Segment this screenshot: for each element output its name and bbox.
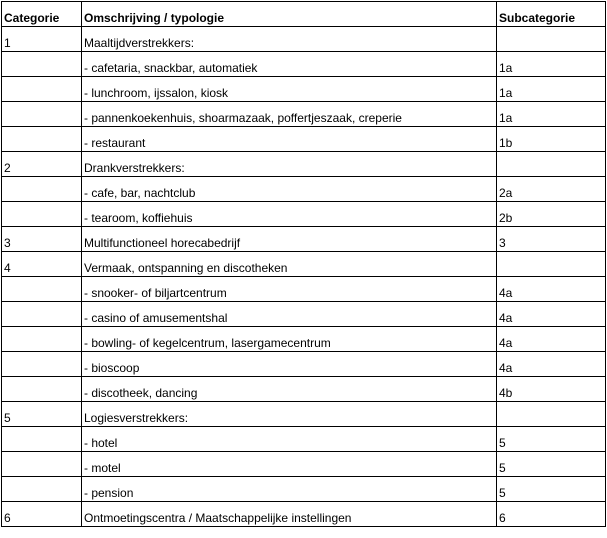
cell-omschrijving: - pannenkoekenhuis, shoarmazaak, poffertjeszaak, creperie <box>82 102 497 127</box>
cell-subcategorie <box>497 402 606 427</box>
table-row <box>2 77 606 102</box>
header-categorie: Categorie <box>2 2 82 27</box>
cell-subcategorie: 4a <box>497 277 606 302</box>
cell-subcategorie <box>497 152 606 177</box>
table-row <box>2 377 606 402</box>
cell-subcategorie: 2a <box>497 177 606 202</box>
table-row <box>2 427 606 452</box>
table-row <box>2 102 606 127</box>
cell-omschrijving: Logiesverstrekkers: <box>82 402 497 427</box>
cell-subcategorie <box>497 252 606 277</box>
table-row <box>2 177 606 202</box>
cell-categorie <box>2 377 82 402</box>
cell-categorie: 1 <box>2 27 82 52</box>
cell-omschrijving: - bioscoop <box>82 352 497 377</box>
cell-omschrijving: - restaurant <box>82 127 497 152</box>
cell-categorie <box>2 452 82 477</box>
table-row <box>2 202 606 227</box>
cell-subcategorie: 4a <box>497 352 606 377</box>
cell-subcategorie: 3 <box>497 227 606 252</box>
table-row <box>2 402 606 427</box>
cell-subcategorie: 5 <box>497 452 606 477</box>
cell-subcategorie: 2b <box>497 202 606 227</box>
cell-categorie: 5 <box>2 402 82 427</box>
cell-categorie <box>2 352 82 377</box>
cell-categorie <box>2 77 82 102</box>
table-row <box>2 277 606 302</box>
table-row <box>2 252 606 277</box>
cell-omschrijving: - motel <box>82 452 497 477</box>
cell-categorie: 2 <box>2 152 82 177</box>
cell-omschrijving: - snooker- of biljartcentrum <box>82 277 497 302</box>
cell-omschrijving: - cafetaria, snackbar, automatiek <box>82 52 497 77</box>
cell-subcategorie <box>497 27 606 52</box>
cell-omschrijving: - cafe, bar, nachtclub <box>82 177 497 202</box>
header-subcategorie: Subcategorie <box>497 2 606 27</box>
cell-omschrijving: - pension <box>82 477 497 502</box>
table-row <box>2 352 606 377</box>
cell-subcategorie: 5 <box>497 427 606 452</box>
cell-categorie <box>2 277 82 302</box>
cell-omschrijving: - casino of amusementshal <box>82 302 497 327</box>
table-row <box>2 27 606 52</box>
table-row <box>2 477 606 502</box>
cell-omschrijving: - hotel <box>82 427 497 452</box>
table-row <box>2 327 606 352</box>
cell-subcategorie: 1a <box>497 102 606 127</box>
cell-omschrijving: Ontmoetingscentra / Maatschappelijke instellingen <box>82 502 497 527</box>
cell-subcategorie: 1b <box>497 127 606 152</box>
table-row <box>2 127 606 152</box>
cell-omschrijving: - lunchroom, ijssalon, kiosk <box>82 77 497 102</box>
horeca-category-table <box>1 1 606 527</box>
cell-omschrijving: Multifunctioneel horecabedrijf <box>82 227 497 252</box>
cell-subcategorie: 1a <box>497 52 606 77</box>
cell-categorie <box>2 202 82 227</box>
cell-categorie <box>2 177 82 202</box>
cell-omschrijving: Vermaak, ontspanning en discotheken <box>82 252 497 277</box>
table-row <box>2 502 606 527</box>
table-row <box>2 302 606 327</box>
cell-categorie <box>2 302 82 327</box>
table-row <box>2 227 606 252</box>
cell-categorie: 6 <box>2 502 82 527</box>
cell-categorie: 3 <box>2 227 82 252</box>
cell-omschrijving: - tearoom, koffiehuis <box>82 202 497 227</box>
cell-categorie <box>2 477 82 502</box>
header-omschrijving: Omschrijving / typologie <box>82 2 497 27</box>
table-row <box>2 52 606 77</box>
cell-categorie <box>2 427 82 452</box>
cell-omschrijving: Drankverstrekkers: <box>82 152 497 177</box>
cell-subcategorie: 4a <box>497 327 606 352</box>
table-row <box>2 452 606 477</box>
cell-subcategorie: 4b <box>497 377 606 402</box>
cell-omschrijving: - bowling- of kegelcentrum, lasergamecentrum <box>82 327 497 352</box>
cell-subcategorie: 6 <box>497 502 606 527</box>
table-body <box>2 27 606 527</box>
table-row <box>2 152 606 177</box>
cell-omschrijving: Maaltijdverstrekkers: <box>82 27 497 52</box>
cell-categorie: 4 <box>2 252 82 277</box>
cell-categorie <box>2 327 82 352</box>
cell-subcategorie: 1a <box>497 77 606 102</box>
cell-categorie <box>2 102 82 127</box>
cell-categorie <box>2 127 82 152</box>
cell-omschrijving: - discotheek, dancing <box>82 377 497 402</box>
cell-categorie <box>2 52 82 77</box>
cell-subcategorie: 4a <box>497 302 606 327</box>
table-header-row <box>2 2 606 27</box>
cell-subcategorie: 5 <box>497 477 606 502</box>
